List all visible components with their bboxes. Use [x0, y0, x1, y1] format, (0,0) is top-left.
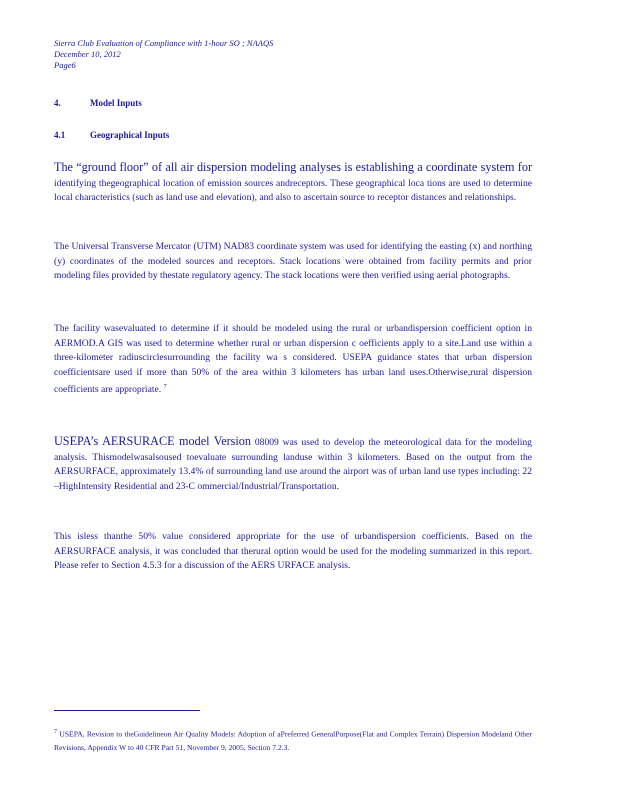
footnote-marker: 7 — [54, 729, 57, 735]
paragraph-text: The facility wasevaluated to determine if it should be modeled using the rural or urbandispersion coefficient option in AERMOD.A GIS was used to determine whether rural or urban dispersion c oefficients apply to a site.Land use within a three-kilometer radiuscirclesurrounding the facility wa s considered. USEPA guidance states that urban dispersion coefficientsare used if more than 50% of the area within 3 kilometers has urban land uses.Otherwise,rural dispersion coefficients are appropriate. — [54, 323, 532, 396]
header-date: December 10, 2012 — [54, 49, 121, 59]
section-number: 4. — [54, 98, 61, 108]
paragraph-text: identifying thegeographical location of emission sources andreceptors. These geographical loca tions are used to determine local characteristics (such as land use and elevation), and also to ascertain source to receptor distances and relationships. — [54, 177, 532, 204]
paragraph-lead-text: USEPA’s AERSURACE model Version — [54, 434, 251, 448]
section-title: Model Inputs — [90, 98, 142, 108]
footnote — [54, 726, 532, 754]
page-header — [54, 38, 273, 71]
paragraph-lead-text: The “ground floor” of all air dispersion modeling analyses is establishing a coordinate system for — [54, 160, 532, 174]
section-heading-model-inputs — [54, 98, 142, 108]
section-number: 4.1 — [54, 130, 66, 140]
footnote-reference[interactable]: 7 — [163, 384, 167, 391]
paragraph-conclusion: This isless thanthe 50% value considered appropriate for the use of urbandispersion coefficients. Based on the AERSURFACE analysis, it was concluded that therural option would be used for the modeling summarized in this report. Please refer to Section 4.5.3 for a discussion of the AERS URFACE analysis. — [54, 531, 532, 572]
paragraph-aersurface-model — [54, 434, 532, 494]
paragraph-facility-evaluation — [54, 322, 532, 398]
paragraph-coordinate-system — [54, 160, 532, 206]
section-heading-geographical-inputs — [54, 130, 169, 140]
paragraph-utm-coordinates: The Universal Transverse Mercator (UTM) NAD83 coordinate system was used for identifying the easting (x) and northing (y) coordinates of the modeled sources and receptors. Stack locations were obtained from facility permits and prior modeling files provided by thestate regulatory agency. The stack locations were then verified using aerial photographs. — [54, 241, 532, 282]
header-title: Sierra Club Evaluation of Compliance with 1-hour SO ; NAAQS — [54, 38, 274, 48]
footnote-divider — [54, 710, 200, 711]
footnote-text: USEPA, Revision to theGuidelineon Air Quality Models: Adoption of aPreferred GeneralPurpose(Flat and Complex Terrain) Dispersion Modeland Other Revisions, Appendix W to 40 CFR Part 51, November 9, 2005, Section 7.2.3. — [54, 729, 532, 752]
paragraph-text: 08009 was used to develop the meteorological data for the modeling analysis. Thismodelwasalsoused toevaluate surrounding landuse within 3 kilometers. Based on the output from the AERSURFACE, approximately 13.4% of surrounding land use around the airport was of urban land use types including: 22 –HighIntensity Residential and 23-C ommercial/Industrial/Transportation. — [54, 437, 532, 492]
section-title: Geographical Inputs — [90, 130, 170, 140]
header-page-number: Page6 — [54, 60, 76, 70]
